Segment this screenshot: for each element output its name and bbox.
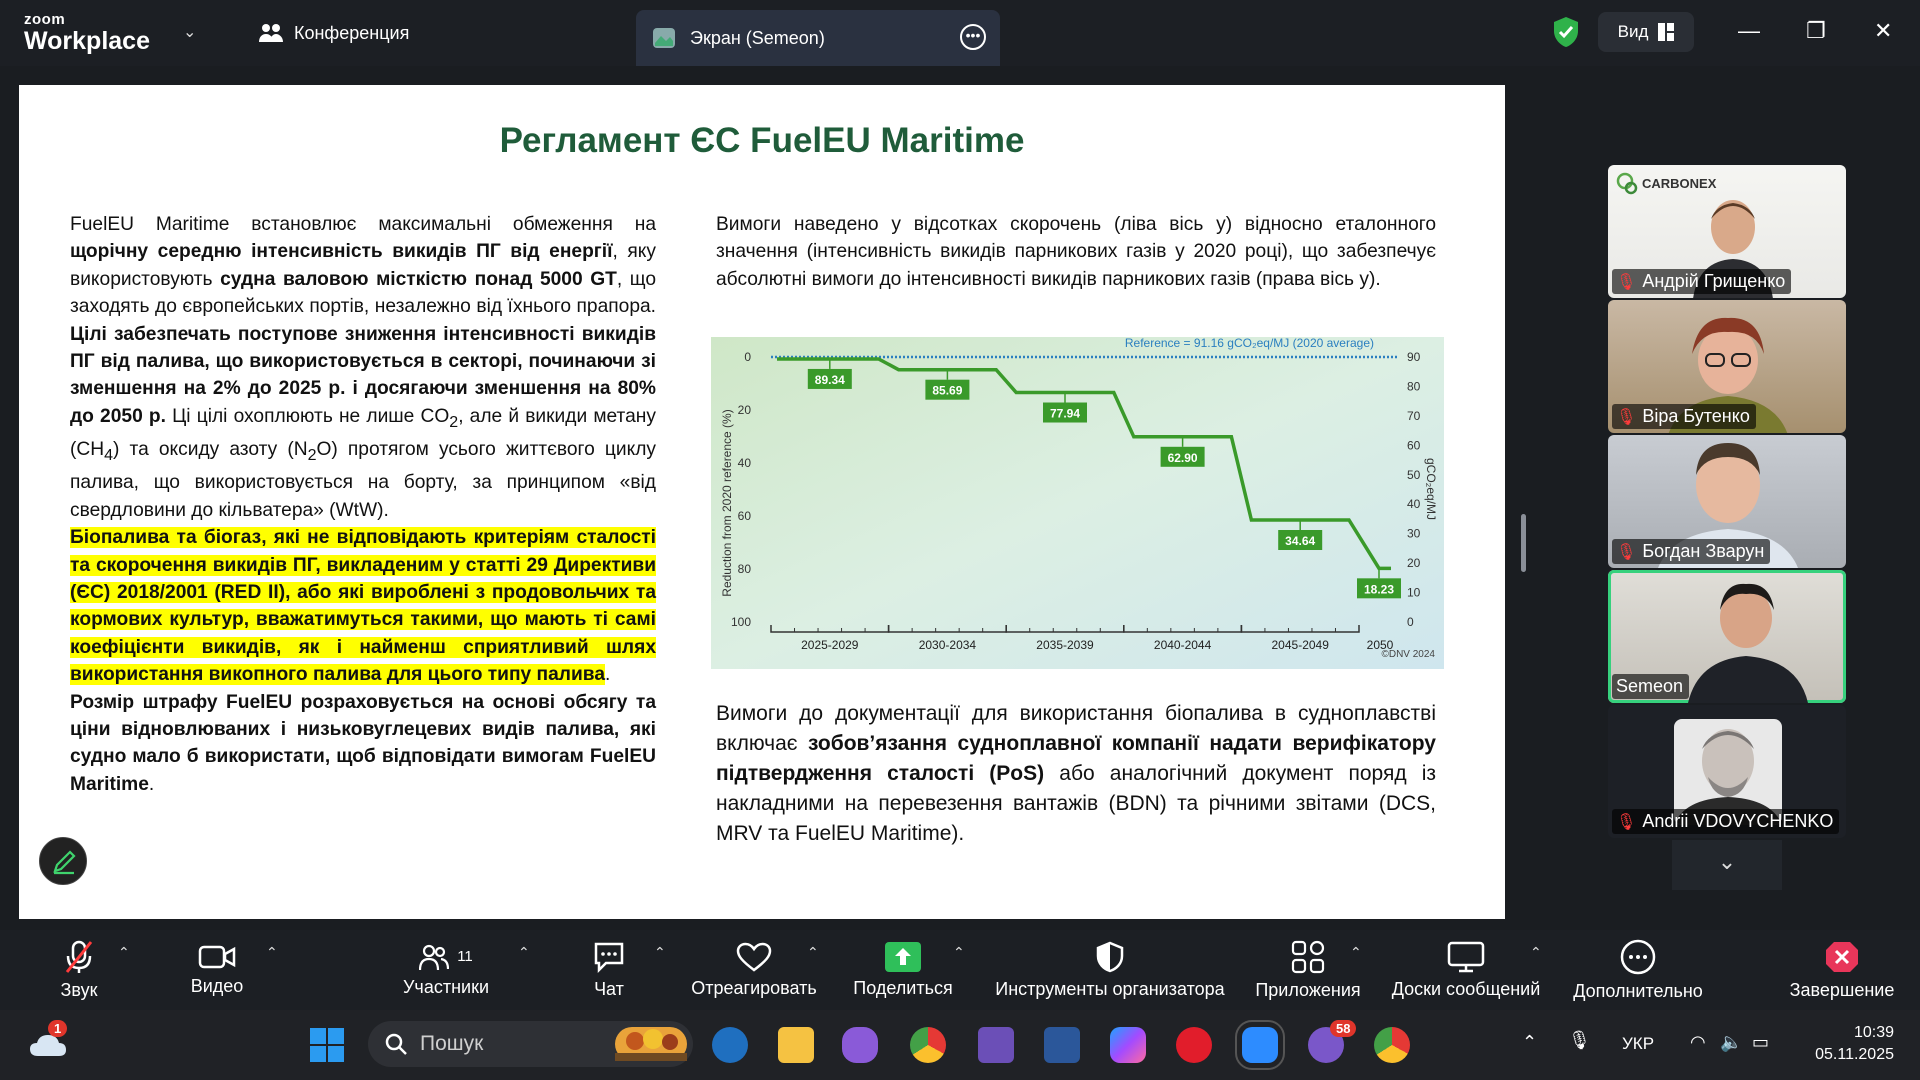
category-label: 2035-2039 [1036, 638, 1094, 652]
audio-label: Звук [60, 979, 98, 1000]
value-label: 77.94 [1049, 406, 1081, 421]
text-run: , яку використовують [70, 241, 656, 290]
left-tick-label: 20 [737, 403, 751, 417]
brand-bottom: Workplace [24, 27, 150, 55]
participant-tile[interactable] [1608, 705, 1846, 838]
right-tick-label: 90 [1407, 350, 1421, 364]
subscript: 2 [449, 413, 459, 431]
title-bar [0, 0, 1920, 66]
category-label: 2030-2034 [918, 638, 977, 652]
splitter-handle[interactable] [1521, 514, 1526, 572]
muted-mic-icon: 🎙 [1616, 543, 1637, 561]
share-label: Поделиться [853, 977, 953, 998]
participant-tile-active-speaker[interactable] [1608, 570, 1846, 703]
highlighted-text: Біопалива та біогаз, які не відповідають критеріям сталості та скорочення викидів ПГ, викладеним у статті 29 Директиви (ЄС) 2018/2001 (RED II), або які вироблені з продовольчих та кормових культур, вважатимуться такими, що мають ті самі коефіцієнти викидів, як і найменш сприятливий шлях використання викопного палива для цього типу палива [70, 527, 656, 686]
text-run: . [148, 773, 155, 795]
participant-tile[interactable] [1608, 435, 1846, 568]
text-run: . [605, 664, 611, 686]
right-tick-label: 80 [1407, 379, 1421, 394]
security-shield-icon[interactable] [1552, 16, 1580, 48]
participant-name-tag [1612, 809, 1839, 834]
minimize-icon[interactable]: — [1738, 18, 1760, 43]
windows-logo-icon [310, 1028, 344, 1062]
floppy-app-icon[interactable] [978, 1027, 1014, 1063]
text-run: ) та оксиду азоту (N [113, 439, 308, 461]
search-placeholder: Пошук [420, 1032, 484, 1055]
y-axis-label-left: Reduction from 2020 reference (%) [720, 409, 734, 597]
participant-name: Андрій Грищенко [1642, 271, 1786, 291]
text-run: або аналогічний документ поряд із накладними на перевезення вантажів (BDN) та річними звітами (DCS, MRV та FuelEU Maritime). [716, 762, 1436, 845]
viber-badge: 58 [1330, 1020, 1356, 1037]
apps-button[interactable] [1250, 930, 1366, 1010]
system-clock[interactable] [1815, 1022, 1894, 1066]
left-tick-label: 0 [744, 350, 751, 364]
value-label: 62.90 [1167, 450, 1198, 465]
react-options-caret[interactable]: ⌃ [807, 944, 819, 960]
participant-photo [1688, 574, 1808, 703]
edge-browser-icon[interactable] [712, 1027, 748, 1063]
screen-thumbnail-icon [652, 27, 676, 49]
chat-options-caret[interactable]: ⌃ [654, 944, 666, 960]
apps-label: Приложения [1255, 979, 1361, 1000]
category-label: 2045-2049 [1271, 638, 1329, 652]
close-icon[interactable]: ✕ [1874, 18, 1893, 43]
muted-mic-icon: 🎙 [1616, 273, 1637, 291]
whiteboards-label: Доски сообщений [1391, 978, 1541, 999]
view-label: Вид [1617, 22, 1649, 41]
text-run: , що заходять до європейських портів, незалежно від їхнього прапора. [70, 268, 656, 318]
right-tick-label: 0 [1407, 615, 1414, 629]
mic-status-icon[interactable]: 🎙 [1568, 1030, 1591, 1050]
participants-label: Участники [403, 976, 489, 997]
shared-slide [19, 85, 1505, 919]
video-label: Видео [190, 975, 244, 996]
shield-icon [1095, 941, 1125, 973]
meeting-toolbar [0, 930, 1920, 1010]
opera-icon[interactable] [1176, 1027, 1212, 1063]
brand-top: zoom [24, 11, 66, 28]
slide-title: Регламент ЄС FuelEU Maritime [499, 121, 1025, 160]
right-tick-label: 70 [1407, 408, 1421, 423]
screen-tab-label: Экран (Semeon) [690, 27, 825, 48]
text-run: Ці цілі охоплюють не лише CO [165, 405, 450, 427]
conference-tab[interactable] [258, 22, 409, 44]
category-label: 2025-2029 [801, 638, 859, 652]
right-tick-label: 50 [1407, 467, 1421, 482]
text-run: FuelEU Maritime встановлює максимальні обмеження на [70, 214, 656, 235]
feather-app-icon[interactable] [842, 1027, 878, 1063]
chevron-down-icon[interactable]: ⌄ [1672, 840, 1782, 890]
chat-label: Чат [594, 978, 624, 999]
annotate-pen-button[interactable] [39, 837, 87, 885]
end-label: Завершение [1789, 979, 1895, 1000]
chevron-up-icon[interactable]: ⌃ [1522, 1032, 1538, 1052]
battery-icon[interactable]: ▭ [1752, 1032, 1770, 1052]
more-icon [1620, 939, 1656, 975]
reference-label: Reference = 91.16 gCO₂eq/MJ (2020 average) [1124, 337, 1374, 350]
left-tick-label: 80 [737, 562, 751, 576]
audio-options-caret[interactable]: ⌃ [118, 944, 130, 960]
restore-icon[interactable]: ❐ [1806, 18, 1826, 43]
people-icon [258, 22, 284, 44]
carbonex-leaf-icon [1616, 171, 1638, 195]
right-tick-label: 10 [1407, 585, 1421, 600]
host-tools-button[interactable] [986, 930, 1234, 1010]
participants-button[interactable] [396, 930, 496, 1010]
text-run-bold: судна валовою місткістю понад 5000 GT [220, 268, 617, 290]
video-options-caret[interactable]: ⌃ [266, 944, 278, 960]
text-run: O) протягом усього життєвого циклу палива, що використовується на борту, за принципом «від свердловини до кільватера» (WtW). [70, 439, 656, 521]
weather-widget[interactable] [28, 1021, 68, 1063]
video-button[interactable] [180, 930, 254, 1010]
taskbar-search[interactable] [368, 1021, 693, 1067]
chevron-down-icon[interactable]: ⌄ [183, 24, 197, 41]
subscript: 4 [104, 446, 114, 464]
muted-mic-icon: 🎙 [1616, 813, 1637, 831]
pen-icon [40, 838, 88, 886]
more-options-icon[interactable]: ••• [960, 24, 986, 50]
copilot-icon[interactable] [1110, 1027, 1146, 1063]
category-label: 2050 [1366, 638, 1394, 652]
company-logo-text: CARBONEX [1642, 175, 1717, 191]
share-button[interactable] [848, 930, 958, 1010]
whiteboards-button[interactable] [1386, 930, 1546, 1010]
zoom-logo [24, 12, 150, 54]
end-call-icon [1824, 940, 1860, 974]
word-icon[interactable] [1044, 1027, 1080, 1063]
windows-taskbar [0, 1010, 1920, 1080]
grid-view-icon [1658, 23, 1674, 41]
chrome-icon[interactable] [910, 1027, 946, 1063]
left-column-text [70, 211, 656, 798]
participant-name-tag [1612, 269, 1791, 294]
search-icon [384, 1032, 408, 1056]
participant-tile[interactable] [1608, 300, 1846, 433]
participants-count: 11 [457, 948, 473, 965]
apps-options-caret[interactable]: ⌃ [1350, 944, 1362, 960]
chat-bubble-icon [592, 941, 626, 973]
video-camera-icon [198, 944, 236, 970]
language-indicator[interactable]: УКР [1622, 1034, 1655, 1053]
clock-time: 10:39 [1853, 1024, 1894, 1041]
left-tick-label: 60 [737, 509, 751, 523]
text-run-bold: Цілі забезпечать поступове зниження інтенсивності викидів ПГ від палива, що використовується в секторі, починаючи зі зменшення на 2% до 2025 р. і досягаючи зменшення на 80% до 2050 р. [70, 323, 656, 427]
left-tick-label: 100 [730, 615, 751, 629]
text-run-bold: Розмір штрафу FuelEU розраховується на основі обсягу та ціни відновлюваних і низьковуглецевих видів палива, які судно мало б використати, щоб відповідати вимогам FuelEU Maritime [70, 691, 656, 795]
right-column-top-text: Вимоги наведено у відсотках скорочень (ліва вісь y) відносно еталонного значення (інтенсивність викидів парникових газів у 2020 році), що забезпечує абсолютні вимоги до інтенсивності викидів парникових газів (права вісь y). [716, 214, 1436, 290]
screen-share-tab[interactable] [636, 10, 1000, 66]
notification-badge: 1 [48, 1020, 67, 1037]
value-label: 34.64 [1285, 534, 1316, 549]
wifi-icon[interactable]: ◠ [1690, 1032, 1706, 1052]
zoom-app-icon[interactable] [1242, 1027, 1278, 1063]
value-label: 18.23 [1363, 582, 1395, 597]
participant-name: Andrii VDOVYCHENKO [1642, 811, 1834, 831]
value-label: 85.69 [932, 383, 963, 398]
right-tick-label: 20 [1407, 556, 1421, 571]
whiteboards-options-caret[interactable]: ⌃ [1530, 944, 1542, 960]
category-label: 2040-2044 [1153, 638, 1212, 652]
y-axis-label-right: gCO₂eq/MJ [1424, 457, 1438, 521]
participant-name-tag [1612, 539, 1770, 564]
chrome-profile-icon[interactable] [1374, 1027, 1410, 1063]
whiteboard-icon [1447, 941, 1485, 973]
end-meeting-button[interactable] [1782, 930, 1902, 1010]
apps-icon [1291, 940, 1325, 974]
fueleu-chart [711, 337, 1444, 669]
left-tick-label: 40 [737, 456, 751, 470]
more-label: Дополнительно [1573, 980, 1703, 1001]
text-run: , але й викиди метану (CH [70, 405, 656, 461]
more-button[interactable] [1568, 930, 1708, 1010]
text-run-bold: зобов’язання судноплавної компанії надати верифікатору підтвердження сталості (PoS) [716, 732, 1436, 785]
conference-tab-label: Конференция [294, 22, 410, 43]
value-label: 89.34 [814, 372, 845, 387]
file-explorer-icon[interactable] [778, 1027, 814, 1063]
muted-mic-icon [63, 940, 95, 974]
right-column-bottom-text [716, 699, 1436, 849]
heart-icon [736, 942, 772, 972]
speaker-icon[interactable]: 🔈 [1720, 1032, 1743, 1052]
view-button[interactable] [1598, 12, 1694, 52]
text-run: Вимоги до документації для використання біопалива в судноплавстві включає [716, 702, 1436, 755]
host-tools-label: Инструменты организатора [995, 978, 1225, 999]
chat-button[interactable] [572, 930, 646, 1010]
chart-credit: ©DNV 2024 [1381, 649, 1435, 660]
right-tick-label: 60 [1407, 438, 1421, 453]
react-button[interactable] [686, 930, 822, 1010]
participants-icon [419, 943, 449, 971]
subscript: 2 [307, 446, 317, 464]
share-options-caret[interactable]: ⌃ [953, 944, 965, 960]
participant-name: Semeon [1616, 676, 1684, 696]
participant-name: Віра Бутенко [1642, 406, 1750, 426]
participant-name-tag [1612, 404, 1756, 429]
share-screen-icon [885, 942, 921, 972]
participants-options-caret[interactable]: ⌃ [518, 944, 530, 960]
audio-button[interactable] [42, 930, 116, 1010]
start-button[interactable] [310, 1028, 344, 1067]
participant-tile[interactable] [1608, 165, 1846, 298]
text-run-bold: щорічну середню інтенсивність викидів ПГ від енергії [70, 241, 613, 263]
autumn-trees-icon [615, 1027, 687, 1061]
clock-date: 05.11.2025 [1815, 1046, 1894, 1063]
muted-mic-icon: 🎙 [1616, 408, 1637, 426]
right-tick-label: 30 [1407, 526, 1421, 541]
right-tick-label: 40 [1407, 497, 1421, 512]
participant-name-tag [1612, 674, 1689, 699]
react-label: Отреагировать [691, 977, 817, 998]
participant-name: Богдан Зварун [1642, 541, 1765, 561]
